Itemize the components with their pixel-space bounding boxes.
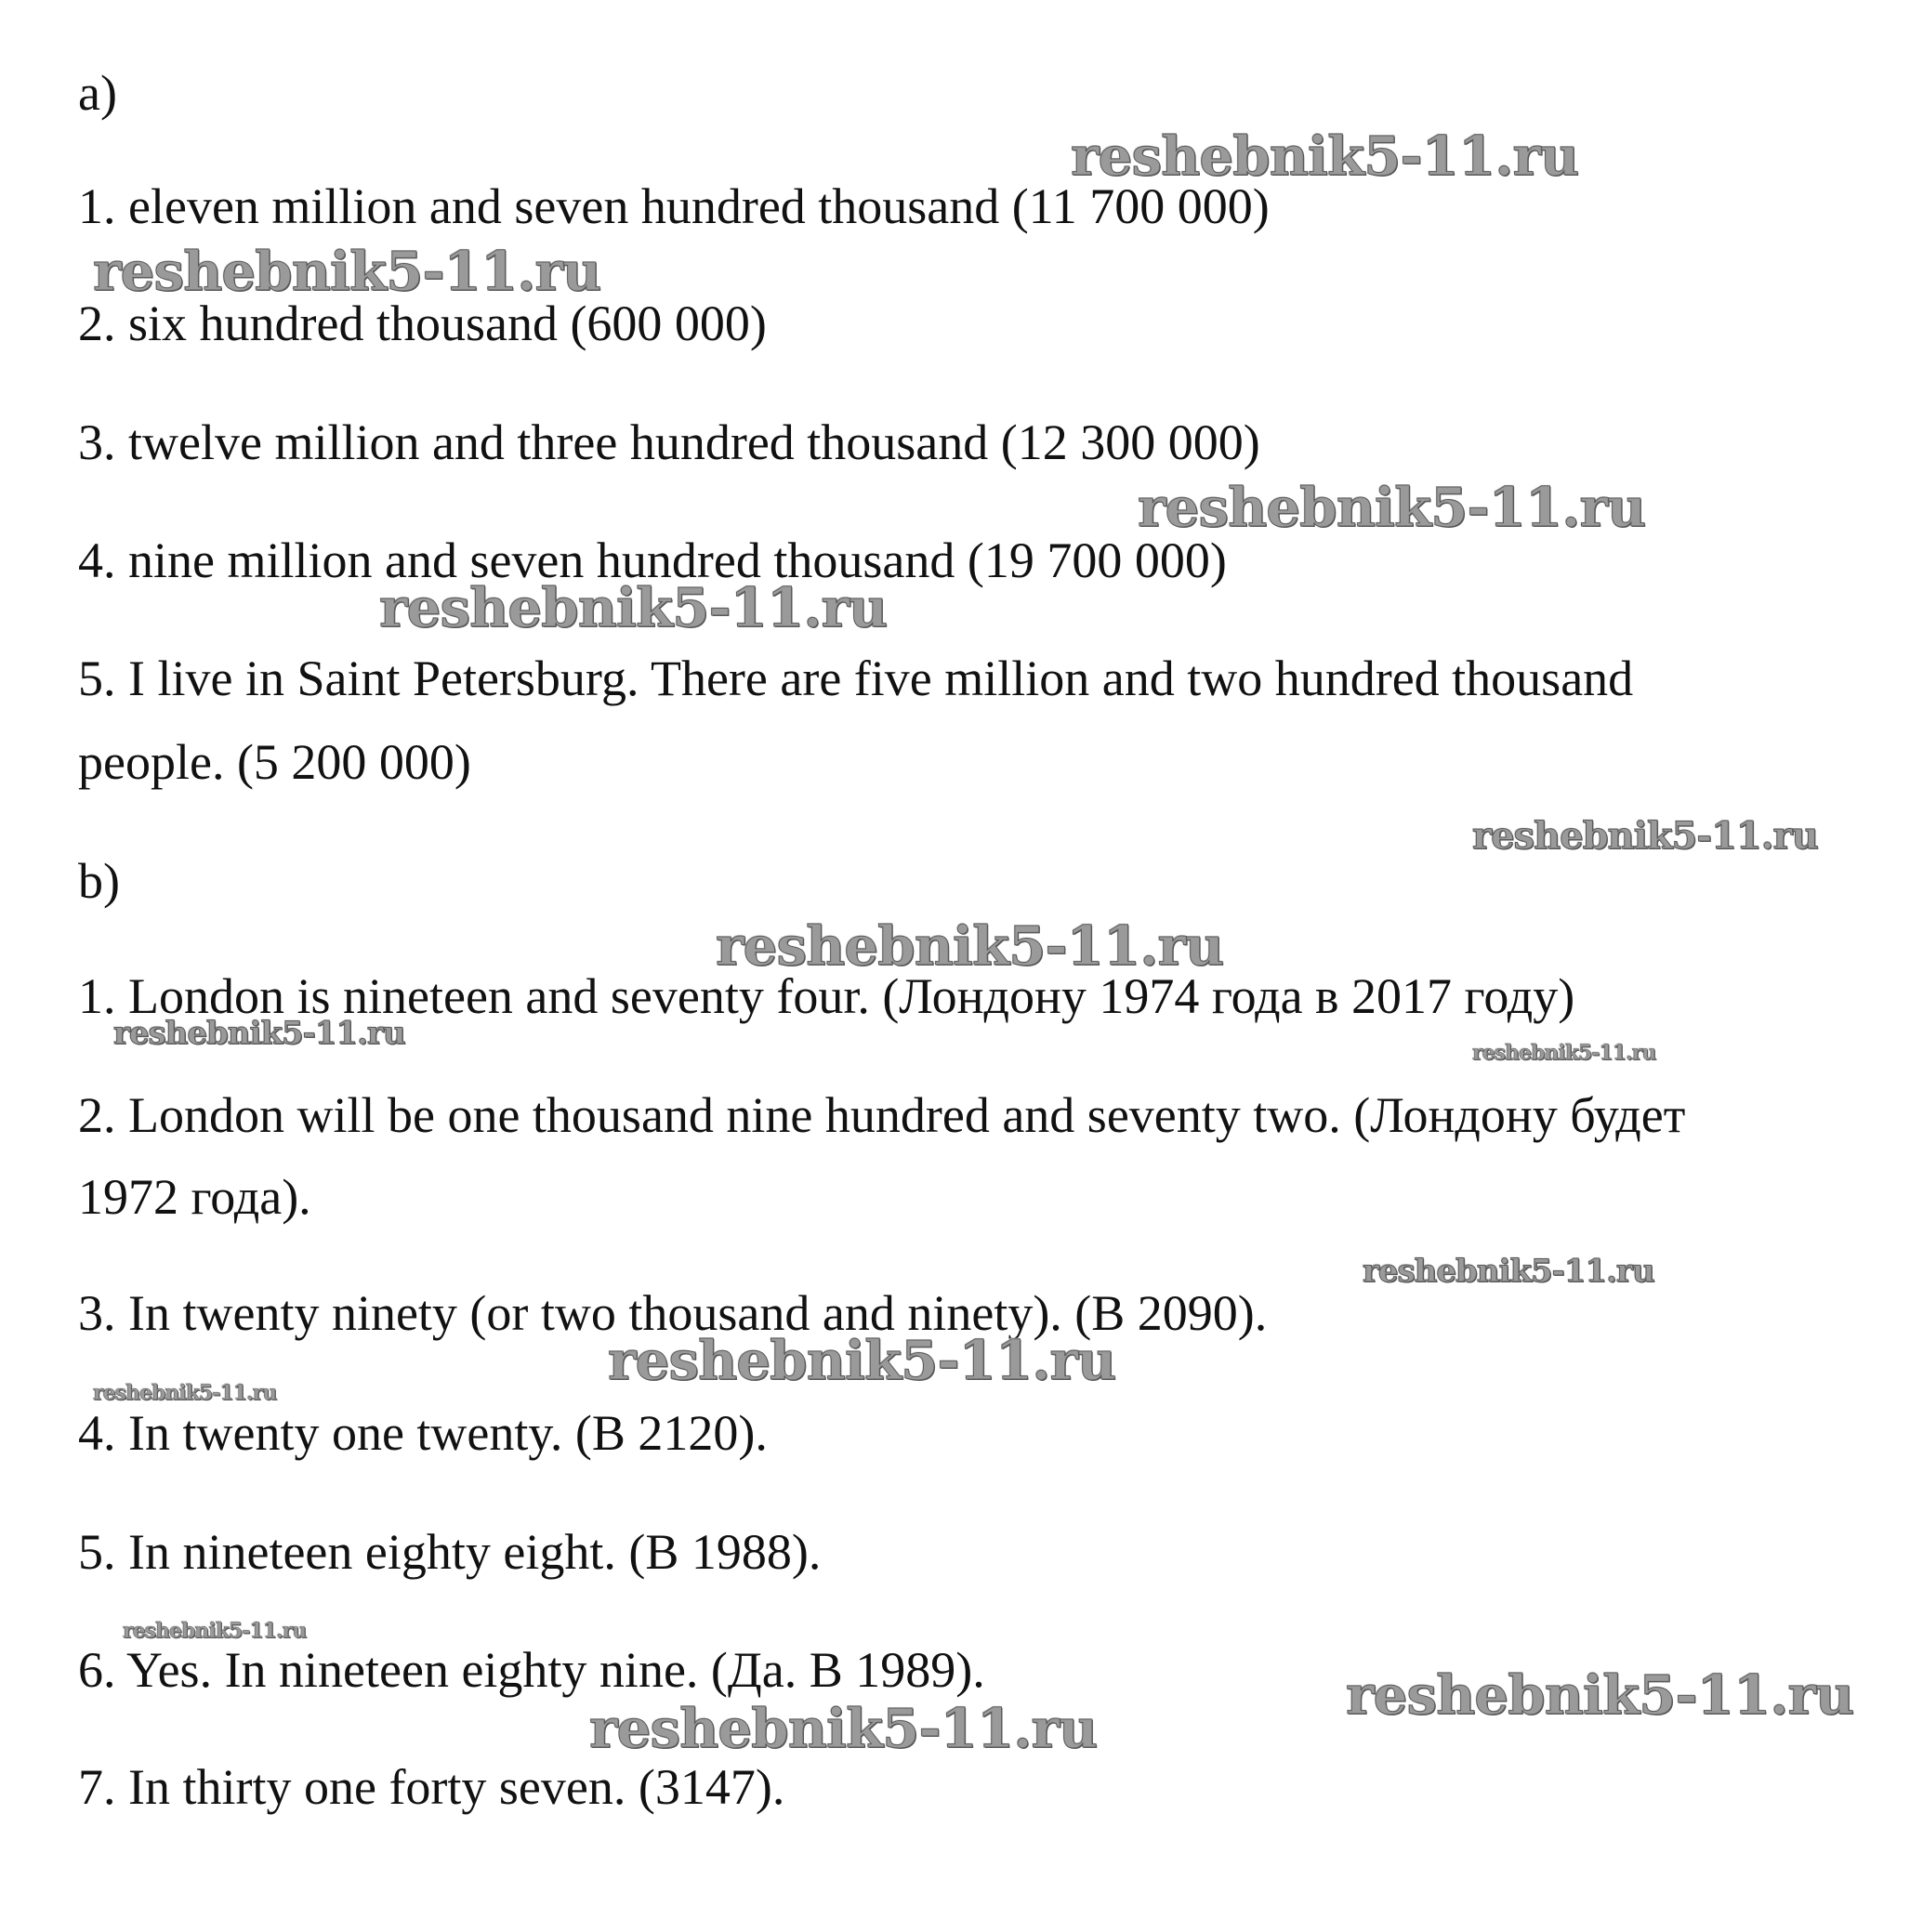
section-a-label: a): [78, 65, 117, 121]
watermark-logo: reshebnik5-11.ru: [113, 1015, 405, 1052]
section-a-item-5-continued: people. (5 200 000): [78, 734, 471, 790]
section-a-item-5: 5. I live in Saint Petersburg. There are five million and two hundred thousand: [78, 651, 1634, 706]
section-a-item-4: 4. nine million and seven hundred thousand (19 700 000): [78, 532, 1227, 588]
watermark-logo: reshebnik5-11.ru: [93, 1381, 277, 1405]
section-b-item-1: 1. London is nineteen and seventy four. (Лондону 1974 года в 2017 году): [78, 968, 1575, 1024]
watermark-logo: reshebnik5-11.ru: [608, 1329, 1116, 1392]
section-b-item-2-continued: 1972 года).: [78, 1169, 311, 1225]
section-b-label: b): [78, 853, 120, 909]
watermark-logo: reshebnik5-11.ru: [1071, 125, 1579, 188]
watermark-logo: reshebnik5-11.ru: [1346, 1663, 1854, 1727]
watermark-logo: reshebnik5-11.ru: [1363, 1253, 1654, 1290]
section-b-item-3: 3. In twenty ninety (or two thousand and ninety). (В 2090).: [78, 1285, 1268, 1341]
watermark-logo: reshebnik5-11.ru: [93, 240, 601, 303]
watermark-logo: reshebnik5-11.ru: [1472, 1041, 1656, 1065]
watermark-logo: reshebnik5-11.ru: [379, 576, 888, 639]
section-b-item-2: 2. London will be one thousand nine hundred and seventy two. (Лондону будет: [78, 1087, 1686, 1143]
section-a-item-3: 3. twelve million and three hundred thousand (12 300 000): [78, 414, 1260, 470]
section-b-item-5: 5. In nineteen eighty eight. (В 1988).: [78, 1524, 822, 1580]
watermark-logo: reshebnik5-11.ru: [1472, 814, 1818, 858]
watermark-logo: reshebnik5-11.ru: [123, 1619, 307, 1643]
watermark-logo: reshebnik5-11.ru: [716, 914, 1224, 978]
section-a-item-1: 1. eleven million and seven hundred thousand (11 700 000): [78, 178, 1270, 234]
watermark-logo: reshebnik5-11.ru: [1138, 476, 1646, 539]
watermark-logo: reshebnik5-11.ru: [589, 1697, 1098, 1760]
section-b-item-6: 6. Yes. In nineteen eighty nine. (Да. В 1989).: [78, 1642, 985, 1698]
section-b-item-7: 7. In thirty one forty seven. (3147).: [78, 1759, 785, 1815]
section-a-item-2: 2. six hundred thousand (600 000): [78, 296, 767, 351]
section-b-item-4: 4. In twenty one twenty. (В 2120).: [78, 1405, 768, 1461]
